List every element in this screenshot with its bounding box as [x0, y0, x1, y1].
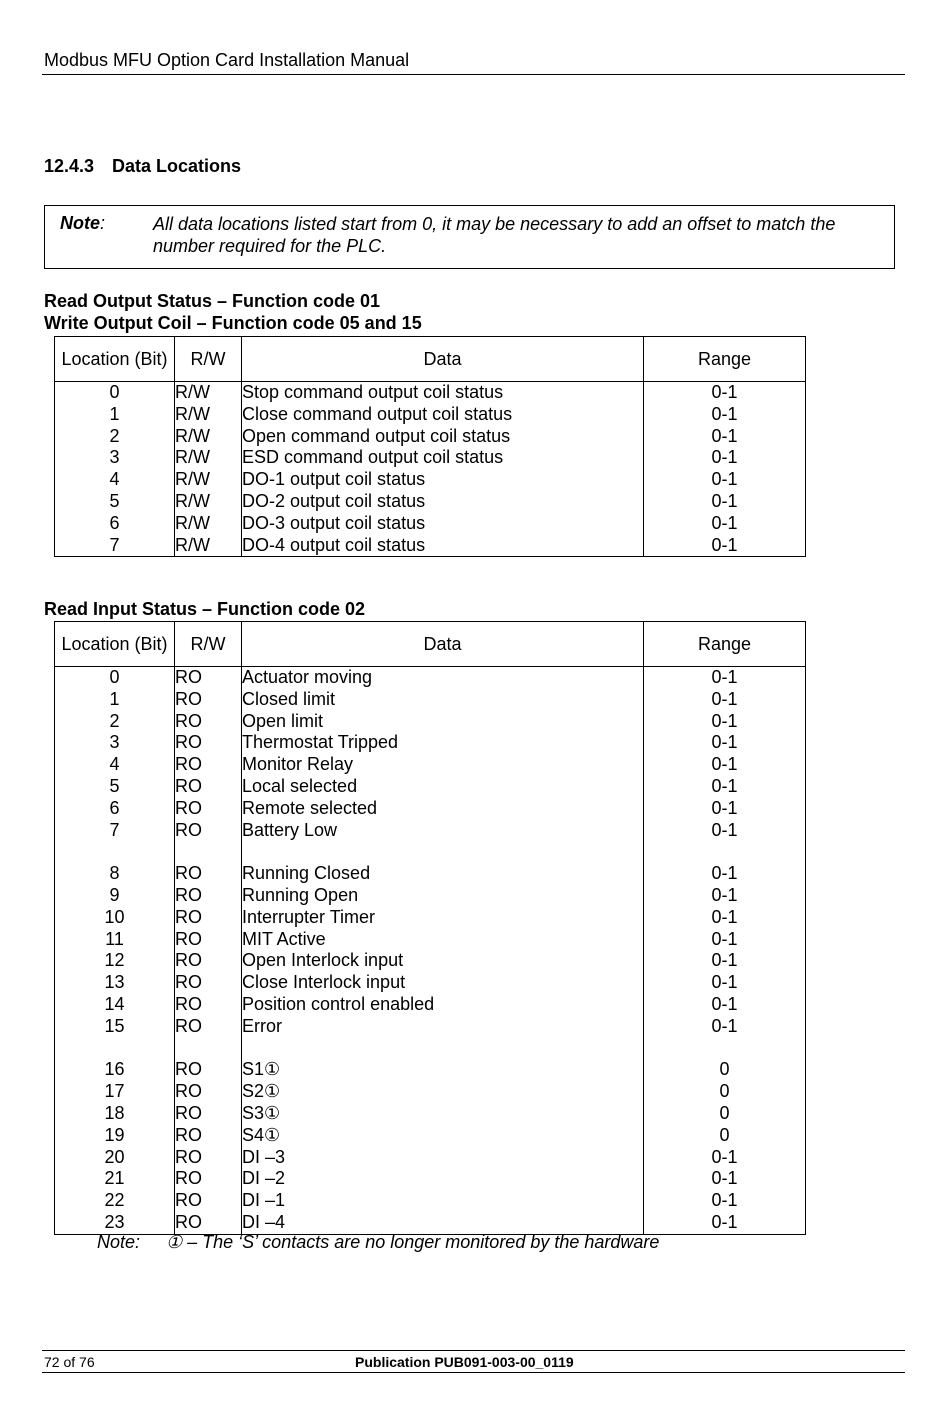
table-row: [55, 1016, 806, 1038]
cell-location: 2: [55, 426, 175, 448]
cell-location: 6: [55, 798, 175, 820]
cell-range: 0-1: [644, 863, 806, 885]
cell-range: 0: [644, 1081, 806, 1103]
cell-range: 0-1: [644, 469, 806, 491]
cell-data: DO-4 output coil status: [242, 535, 644, 557]
cell-location: 3: [55, 447, 175, 469]
cell-rw: RO: [175, 1103, 242, 1125]
cell-data: Running Closed: [242, 863, 644, 885]
cell-range: 0-1: [644, 885, 806, 907]
table-row: [55, 667, 806, 689]
table-row: [55, 1038, 806, 1060]
cell-location: 22: [55, 1190, 175, 1212]
cell-data: S2①: [242, 1081, 644, 1103]
cell-range: 0-1: [644, 820, 806, 842]
table-row: [55, 689, 806, 711]
cell-range: [644, 1038, 806, 1060]
table-row: [55, 907, 806, 929]
cell-range: 0-1: [644, 1147, 806, 1169]
cell-range: 0-1: [644, 754, 806, 776]
cell-range: 0: [644, 1103, 806, 1125]
cell-location: 5: [55, 776, 175, 798]
table-row: [55, 776, 806, 798]
cell-range: 0-1: [644, 667, 806, 689]
table-row: [55, 426, 806, 448]
cell-data: Open command output coil status: [242, 426, 644, 448]
cell-data: MIT Active: [242, 929, 644, 951]
cell-rw: RO: [175, 1125, 242, 1147]
cell-rw: [175, 841, 242, 863]
cell-rw: RO: [175, 950, 242, 972]
column-header-rw: R/W: [175, 622, 242, 667]
cell-range: 0: [644, 1059, 806, 1081]
table-row: [55, 732, 806, 754]
cell-rw: R/W: [175, 535, 242, 557]
cell-location: 20: [55, 1147, 175, 1169]
cell-rw: RO: [175, 689, 242, 711]
cell-range: 0-1: [644, 711, 806, 733]
cell-location: 7: [55, 535, 175, 557]
footer-divider-top: [42, 1350, 905, 1351]
publication-id: Publication PUB091-003-00_0119: [355, 1354, 574, 1370]
input-table-heading: Read Input Status – Function code 02: [44, 599, 366, 619]
cell-location: 4: [55, 754, 175, 776]
cell-location: 19: [55, 1125, 175, 1147]
cell-data: Monitor Relay: [242, 754, 644, 776]
cell-range: 0-1: [644, 1190, 806, 1212]
section-heading: [44, 156, 241, 177]
table-row: [55, 1059, 806, 1081]
table-row: [55, 841, 806, 863]
cell-location: 2: [55, 711, 175, 733]
table-row: [55, 885, 806, 907]
cell-location: 6: [55, 513, 175, 535]
cell-location: 0: [55, 382, 175, 404]
column-header-range: Range: [644, 337, 806, 382]
table-header-row: [55, 622, 806, 667]
cell-rw: RO: [175, 1147, 242, 1169]
cell-location: 3: [55, 732, 175, 754]
footnote-label: Note:: [97, 1232, 141, 1252]
cell-range: 0-1: [644, 513, 806, 535]
cell-location: 18: [55, 1103, 175, 1125]
cell-data: ESD command output coil status: [242, 447, 644, 469]
cell-data: DO-1 output coil status: [242, 469, 644, 491]
cell-location: 21: [55, 1168, 175, 1190]
cell-data: DO-3 output coil status: [242, 513, 644, 535]
cell-rw: RO: [175, 929, 242, 951]
cell-data: Thermostat Tripped: [242, 732, 644, 754]
cell-range: 0-1: [644, 1016, 806, 1038]
cell-location: [55, 841, 175, 863]
cell-range: 0-1: [644, 426, 806, 448]
cell-location: 11: [55, 929, 175, 951]
cell-range: 0-1: [644, 929, 806, 951]
cell-location: 16: [55, 1059, 175, 1081]
table-row: [55, 1081, 806, 1103]
cell-location: 13: [55, 972, 175, 994]
table-row: [55, 1212, 806, 1234]
cell-rw: RO: [175, 1212, 242, 1234]
cell-rw: RO: [175, 754, 242, 776]
cell-data: Local selected: [242, 776, 644, 798]
cell-range: 0: [644, 1125, 806, 1147]
table-row: [55, 447, 806, 469]
cell-location: 0: [55, 667, 175, 689]
cell-rw: R/W: [175, 447, 242, 469]
cell-rw: RO: [175, 972, 242, 994]
page-number: 72 of 76: [44, 1354, 95, 1370]
cell-location: 4: [55, 469, 175, 491]
cell-rw: RO: [175, 885, 242, 907]
cell-data: S4①: [242, 1125, 644, 1147]
cell-data: S3①: [242, 1103, 644, 1125]
cell-range: [644, 841, 806, 863]
cell-data: DI –4: [242, 1212, 644, 1234]
column-header-rw: R/W: [175, 337, 242, 382]
table-row: [55, 1125, 806, 1147]
footer-divider-bottom: [42, 1372, 905, 1373]
cell-rw: [175, 1038, 242, 1060]
column-header-location: Location (Bit): [55, 622, 175, 667]
cell-range: 0-1: [644, 447, 806, 469]
table-row: [55, 1190, 806, 1212]
cell-data: Stop command output coil status: [242, 382, 644, 404]
output-table-heading-1: Read Output Status – Function code 01: [44, 291, 381, 311]
column-header-range: Range: [644, 622, 806, 667]
cell-range: 0-1: [644, 491, 806, 513]
column-header-data: Data: [242, 622, 644, 667]
cell-data: S1①: [242, 1059, 644, 1081]
cell-data: Actuator moving: [242, 667, 644, 689]
cell-data: Interrupter Timer: [242, 907, 644, 929]
output-table-heading-2: Write Output Coil – Function code 05 and 15: [44, 313, 422, 333]
cell-rw: RO: [175, 907, 242, 929]
cell-rw: RO: [175, 1016, 242, 1038]
table-row: [55, 1168, 806, 1190]
note-box: [44, 205, 895, 269]
cell-range: 0-1: [644, 689, 806, 711]
cell-location: 15: [55, 1016, 175, 1038]
cell-rw: R/W: [175, 513, 242, 535]
input-status-table: [54, 621, 806, 1235]
section-number: 12.4.3: [44, 156, 95, 176]
column-header-data: Data: [242, 337, 644, 382]
table-row: [55, 863, 806, 885]
table-row: [55, 820, 806, 842]
cell-data: Position control enabled: [242, 994, 644, 1016]
table-row: [55, 1147, 806, 1169]
table-row: [55, 469, 806, 491]
cell-rw: R/W: [175, 382, 242, 404]
table-row: [55, 929, 806, 951]
header-title: Modbus MFU Option Card Installation Manual: [44, 50, 410, 70]
cell-rw: RO: [175, 820, 242, 842]
table-row: [55, 491, 806, 513]
cell-data: Open Interlock input: [242, 950, 644, 972]
cell-location: 7: [55, 820, 175, 842]
cell-data: Closed limit: [242, 689, 644, 711]
column-header-location: Location (Bit): [55, 337, 175, 382]
cell-range: 0-1: [644, 1212, 806, 1234]
table-row: [55, 382, 806, 404]
cell-location: 14: [55, 994, 175, 1016]
cell-rw: R/W: [175, 491, 242, 513]
table-row: [55, 754, 806, 776]
table-footnote: [97, 1232, 659, 1253]
cell-data: Close Interlock input: [242, 972, 644, 994]
cell-location: 1: [55, 404, 175, 426]
cell-range: 0-1: [644, 907, 806, 929]
cell-range: 0-1: [644, 382, 806, 404]
cell-range: 0-1: [644, 994, 806, 1016]
cell-range: 0-1: [644, 972, 806, 994]
cell-range: 0-1: [644, 798, 806, 820]
cell-location: 12: [55, 950, 175, 972]
table-row: [55, 535, 806, 557]
note-label-text: Note: [60, 213, 100, 233]
cell-data: Battery Low: [242, 820, 644, 842]
cell-rw: R/W: [175, 469, 242, 491]
note-text: All data locations listed start from 0, it may be necessary to add an offset to match the number required for the PLC.: [153, 214, 836, 256]
cell-data: [242, 841, 644, 863]
table-header-row: [55, 337, 806, 382]
cell-location: 8: [55, 863, 175, 885]
cell-data: DI –1: [242, 1190, 644, 1212]
cell-data: Error: [242, 1016, 644, 1038]
cell-rw: RO: [175, 732, 242, 754]
cell-data: Remote selected: [242, 798, 644, 820]
cell-rw: RO: [175, 863, 242, 885]
cell-data: DI –2: [242, 1168, 644, 1190]
table-row: [55, 950, 806, 972]
cell-rw: RO: [175, 1190, 242, 1212]
cell-range: 0-1: [644, 535, 806, 557]
cell-rw: RO: [175, 1081, 242, 1103]
cell-rw: RO: [175, 776, 242, 798]
section-title: Data Locations: [112, 156, 242, 176]
cell-location: 23: [55, 1212, 175, 1234]
cell-data: Running Open: [242, 885, 644, 907]
table-row: [55, 711, 806, 733]
footnote-text: ① – The ‘S’ contacts are no longer monitored by the hardware: [166, 1232, 660, 1252]
cell-data: Close command output coil status: [242, 404, 644, 426]
cell-location: 9: [55, 885, 175, 907]
cell-rw: R/W: [175, 404, 242, 426]
cell-rw: R/W: [175, 426, 242, 448]
cell-data: DI –3: [242, 1147, 644, 1169]
cell-location: 5: [55, 491, 175, 513]
table-row: [55, 513, 806, 535]
cell-data: DO-2 output coil status: [242, 491, 644, 513]
cell-rw: RO: [175, 1168, 242, 1190]
cell-location: [55, 1038, 175, 1060]
cell-data: Open limit: [242, 711, 644, 733]
cell-range: 0-1: [644, 950, 806, 972]
cell-location: 1: [55, 689, 175, 711]
table-row: [55, 994, 806, 1016]
table-row: [55, 798, 806, 820]
cell-data: [242, 1038, 644, 1060]
cell-rw: RO: [175, 667, 242, 689]
cell-location: 17: [55, 1081, 175, 1103]
cell-range: 0-1: [644, 776, 806, 798]
header-divider: [42, 74, 905, 75]
cell-range: 0-1: [644, 404, 806, 426]
cell-rw: RO: [175, 1059, 242, 1081]
cell-range: 0-1: [644, 1168, 806, 1190]
table-row: [55, 1103, 806, 1125]
cell-rw: RO: [175, 994, 242, 1016]
output-status-table: [54, 336, 806, 557]
cell-range: 0-1: [644, 732, 806, 754]
note-label: Note:: [60, 213, 106, 233]
table-row: [55, 404, 806, 426]
table-row: [55, 972, 806, 994]
cell-location: 10: [55, 907, 175, 929]
cell-rw: RO: [175, 711, 242, 733]
cell-rw: RO: [175, 798, 242, 820]
